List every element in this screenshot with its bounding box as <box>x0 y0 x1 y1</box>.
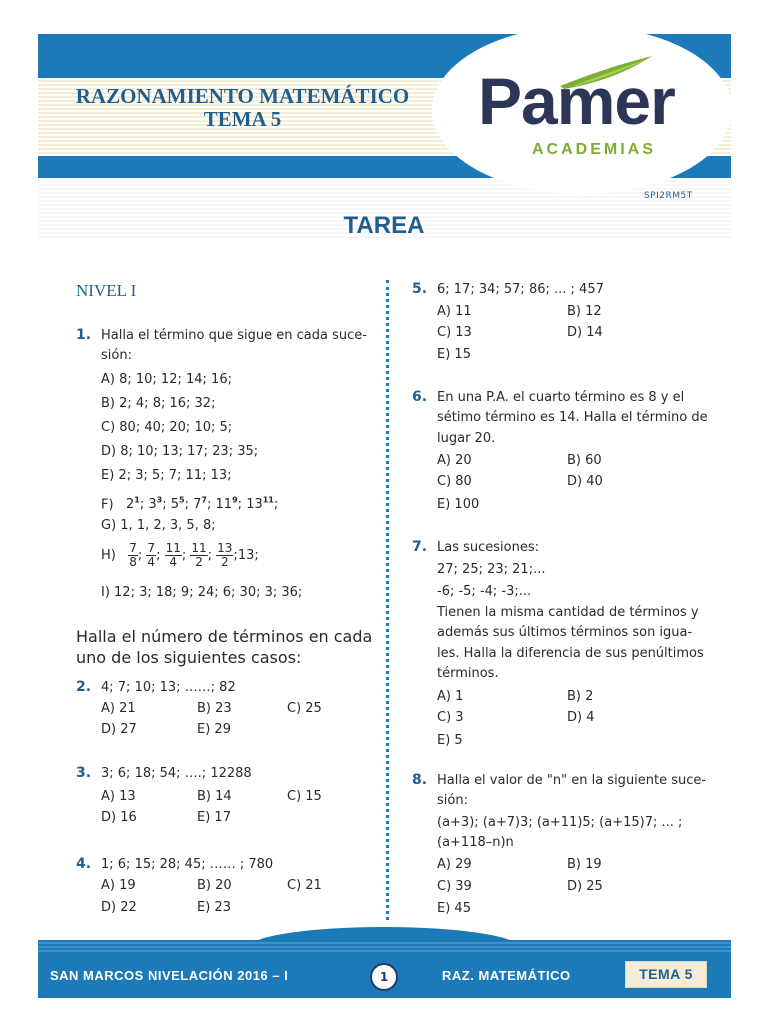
q4-option-b: B) 20 <box>197 878 232 893</box>
q7-option-e: E) 5 <box>437 733 463 748</box>
q4-option-a: A) 19 <box>101 878 136 893</box>
q7-text-line7: términos. <box>437 666 499 681</box>
q1-item-e: E) 2; 3; 5; 7; 11; 13; <box>101 468 232 483</box>
q2-option-e: E) 29 <box>197 722 231 737</box>
q7-number: 7. <box>412 539 428 555</box>
q5-option-a: A) 11 <box>437 304 472 319</box>
q5-option-e: E) 15 <box>437 347 471 362</box>
q7-text-line5: además sus últimos términos son igua- <box>437 625 693 640</box>
q1-item-d: D) 8; 10; 13; 17; 23; 35; <box>101 444 259 459</box>
q1-item-h-label: H) <box>101 548 116 563</box>
q1-item-c: C) 80; 40; 20; 10; 5; <box>101 420 233 435</box>
q2-number: 2. <box>76 679 92 695</box>
footer-subject: RAZ. MATEMÁTICO <box>442 968 571 983</box>
q6-option-e: E) 100 <box>437 497 480 512</box>
fraction: $\frac{11}{2}$ <box>191 541 207 569</box>
q7-option-a: A) 1 <box>437 689 464 704</box>
footer-tema-badge: TEMA 5 <box>625 961 707 988</box>
instruction-line2: uno de los siguientes casos: <box>76 648 302 667</box>
q1-text-line1: Halla el término que sigue en cada suce- <box>101 328 367 343</box>
q7-text-line6: les. Halla la diferencia de sus penúltimos <box>437 646 704 661</box>
document-code: SPI2RM5T <box>644 191 693 201</box>
q6-text-line2: sétimo término es 14. Halla el término de <box>437 410 708 425</box>
q8-text-line2: sión: <box>437 793 468 808</box>
q6-option-b: B) 60 <box>567 453 602 468</box>
instruction-line1: Halla el número de términos en cada <box>76 627 373 646</box>
q3-option-e: E) 17 <box>197 810 231 825</box>
q5-option-c: C) 13 <box>437 325 472 340</box>
logo-wordmark: Pamer <box>478 64 675 138</box>
course-title <box>50 85 435 131</box>
q1-text-line2: sión: <box>101 348 132 363</box>
q1-item-g: G) 1, 1, 2, 3, 5, 8; <box>101 518 216 533</box>
column-divider <box>386 280 389 920</box>
q7-option-b: B) 2 <box>567 689 594 704</box>
q1-item-f-term: $5^5$; <box>170 496 189 513</box>
q1-item-h-tail: 13; <box>237 548 259 563</box>
q2-option-a: A) 21 <box>101 701 136 716</box>
q8-text-line3: (a+3); (a+7)3; (a+11)5; (a+15)7; ... ; <box>437 815 683 830</box>
q3-number: 3. <box>76 765 92 781</box>
q6-number: 6. <box>412 389 428 405</box>
page-number: 1 <box>370 963 398 991</box>
section-heading: NIVEL I <box>76 281 137 300</box>
q7-text-line2: 27; 25; 23; 21;... <box>437 562 546 577</box>
q8-option-d: D) 25 <box>567 879 603 894</box>
course-title-line1: RAZONAMIENTO MATEMÁTICO <box>75 84 410 108</box>
q3-option-a: A) 13 <box>101 789 136 804</box>
q5-option-d: D) 14 <box>567 325 603 340</box>
q4-option-d: D) 22 <box>101 900 137 915</box>
q1-item-h: H) $\frac{7}{8}$ ; $\frac{7}{4}$ ; $\frac{11}{4}$ ; $\frac{11}{2}$ ; $\frac{13}{2}$ ;13; <box>101 541 259 569</box>
q7-option-d: D) 4 <box>567 710 595 725</box>
q1-item-i: I) 12; 3; 18; 9; 24; 6; 30; 3; 36; <box>101 585 303 600</box>
fraction: $\frac{13}{2}$ <box>217 541 233 569</box>
q7-option-c: C) 3 <box>437 710 464 725</box>
q6-text-line1: En una P.A. el cuarto término es 8 y el <box>437 390 685 405</box>
q4-option-e: E) 23 <box>197 900 231 915</box>
q3-sequence: 3; 6; 18; 54; ….; 12288 <box>101 766 252 781</box>
q1-item-f-term: $11^9$; <box>215 496 243 513</box>
footer-stripe <box>38 940 731 954</box>
q8-number: 8. <box>412 772 428 788</box>
page-title: TAREA <box>343 212 425 239</box>
q3-option-b: B) 14 <box>197 789 232 804</box>
fraction: $\frac{11}{4}$ <box>165 541 181 569</box>
q6-option-a: A) 20 <box>437 453 472 468</box>
q5-sequence: 6; 17; 34; 57; 86; ... ; 457 <box>437 282 604 297</box>
q3-option-d: D) 16 <box>101 810 137 825</box>
q2-option-c: C) 25 <box>287 701 322 716</box>
q1-item-f-term: $7^7$; <box>193 496 212 513</box>
q7-text-line1: Las sucesiones: <box>437 540 540 555</box>
q4-number: 4. <box>76 856 92 872</box>
q8-text-line4: (a+118–n)n <box>437 835 514 850</box>
q5-option-b: B) 12 <box>567 304 602 319</box>
q8-option-a: A) 29 <box>437 857 472 872</box>
q1-item-b: B) 2; 4; 8; 16; 32; <box>101 396 216 411</box>
fraction: $\frac{7}{4}$ <box>147 541 156 569</box>
q8-option-b: B) 19 <box>567 857 602 872</box>
course-title-line2: TEMA 5 <box>203 107 282 131</box>
q8-option-c: C) 39 <box>437 879 472 894</box>
q5-number: 5. <box>412 281 428 297</box>
q4-sequence: 1; 6; 15; 28; 45; …… ; 780 <box>101 857 274 872</box>
q4-option-c: C) 21 <box>287 878 322 893</box>
q1-item-f <box>101 491 278 515</box>
q1-item-f-term: $13^{11}$; <box>246 496 279 513</box>
q8-text-line1: Halla el valor de "n" en la siguiente suce- <box>437 773 707 788</box>
q1-item-f-label: F) <box>101 497 114 513</box>
q1-item-f-term: $3^3$; <box>148 496 167 513</box>
footer-course: SAN MARCOS NIVELACIÓN 2016 – I <box>50 968 289 983</box>
q1-item-f-term: $2^1$; <box>125 496 145 513</box>
q7-text-line3: -6; -5; -4; -3;... <box>437 584 532 599</box>
q7-text-line4: Tienen la misma cantidad de términos y <box>437 605 699 620</box>
q1-item-a: A) 8; 10; 12; 14; 16; <box>101 372 232 387</box>
q2-option-d: D) 27 <box>101 722 137 737</box>
q6-option-c: C) 80 <box>437 474 472 489</box>
q1-number: 1. <box>76 327 92 343</box>
q6-option-d: D) 40 <box>567 474 603 489</box>
q6-text-line3: lugar 20. <box>437 431 496 446</box>
logo-subtitle: ACADEMIAS <box>532 141 656 158</box>
q2-sequence: 4; 7; 10; 13; ……; 82 <box>101 680 236 695</box>
q3-option-c: C) 15 <box>287 789 322 804</box>
q2-option-b: B) 23 <box>197 701 232 716</box>
fraction: $\frac{7}{8}$ <box>129 541 137 569</box>
q8-option-e: E) 45 <box>437 901 471 916</box>
